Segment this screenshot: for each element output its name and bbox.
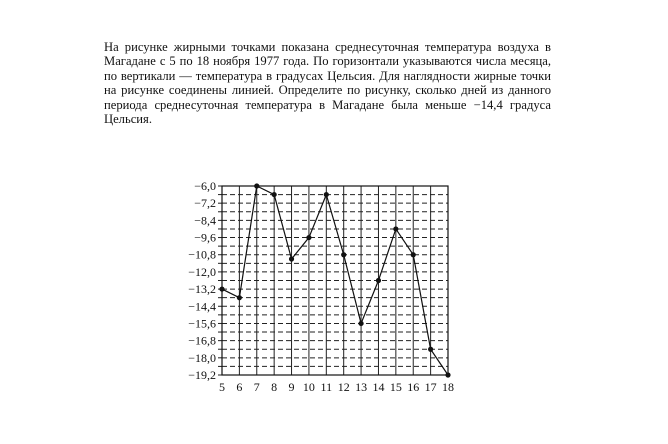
x-tick-label: 18 xyxy=(442,380,454,394)
x-tick-label: 8 xyxy=(271,380,278,394)
x-tick-labels xyxy=(219,380,454,394)
data-point xyxy=(445,372,450,377)
data-point xyxy=(272,192,277,197)
x-tick-label: 5 xyxy=(219,380,225,394)
data-point xyxy=(306,235,311,240)
data-point xyxy=(324,192,329,197)
x-tick-label: 16 xyxy=(407,380,420,394)
x-tick-label: 6 xyxy=(236,380,243,394)
y-tick-label: −12,0 xyxy=(188,264,216,279)
x-tick-label: 9 xyxy=(288,380,295,394)
x-tick-label: 7 xyxy=(253,380,260,394)
y-tick-labels xyxy=(188,179,216,382)
x-tick-label: 13 xyxy=(355,380,368,394)
y-tick-label: −13,2 xyxy=(188,282,216,297)
y-tick-label: −10,8 xyxy=(188,247,216,262)
y-tick-label: −19,2 xyxy=(188,368,216,382)
data-point xyxy=(358,321,363,326)
data-point xyxy=(428,347,433,352)
data-point xyxy=(411,252,416,257)
y-tick-label: −15,6 xyxy=(188,316,216,331)
data-point xyxy=(289,256,294,261)
data-point xyxy=(341,252,346,257)
data-point xyxy=(219,286,224,291)
y-tick-label: −16,8 xyxy=(188,333,216,348)
data-point xyxy=(393,226,398,231)
x-tick-label: 10 xyxy=(302,380,315,394)
y-tick-label: −6,0 xyxy=(194,179,216,193)
y-tick-label: −8,4 xyxy=(194,213,216,228)
y-tick-label: −14,4 xyxy=(188,299,216,314)
x-tick-label: 17 xyxy=(424,380,437,394)
data-point xyxy=(254,183,259,188)
y-tick-label: −18,0 xyxy=(188,350,216,365)
x-tick-label: 12 xyxy=(337,380,350,394)
x-tick-label: 15 xyxy=(389,380,402,394)
problem-text: На рисунке жирными точками показана среднесуточная температура воздуха в Магадане с 5 по 18 ноября 1977 года. По горизонтали указываются числа месяца, по вертикали — температура в градусах Цельсия. Для наглядности жирные точки на рисунке соединены линией. Определите по рисунку, сколько дней из данного периода среднесуточная температура в Магадане была меньше −14,4 градуса Цельсия. xyxy=(104,40,551,127)
y-tick-label: −7,2 xyxy=(194,196,216,211)
data-point xyxy=(237,295,242,300)
data-point xyxy=(376,278,381,283)
chart-grid xyxy=(222,186,448,375)
y-tick-label: −9,6 xyxy=(194,230,216,245)
x-tick-label: 11 xyxy=(320,380,333,394)
x-tick-label: 14 xyxy=(372,380,385,394)
